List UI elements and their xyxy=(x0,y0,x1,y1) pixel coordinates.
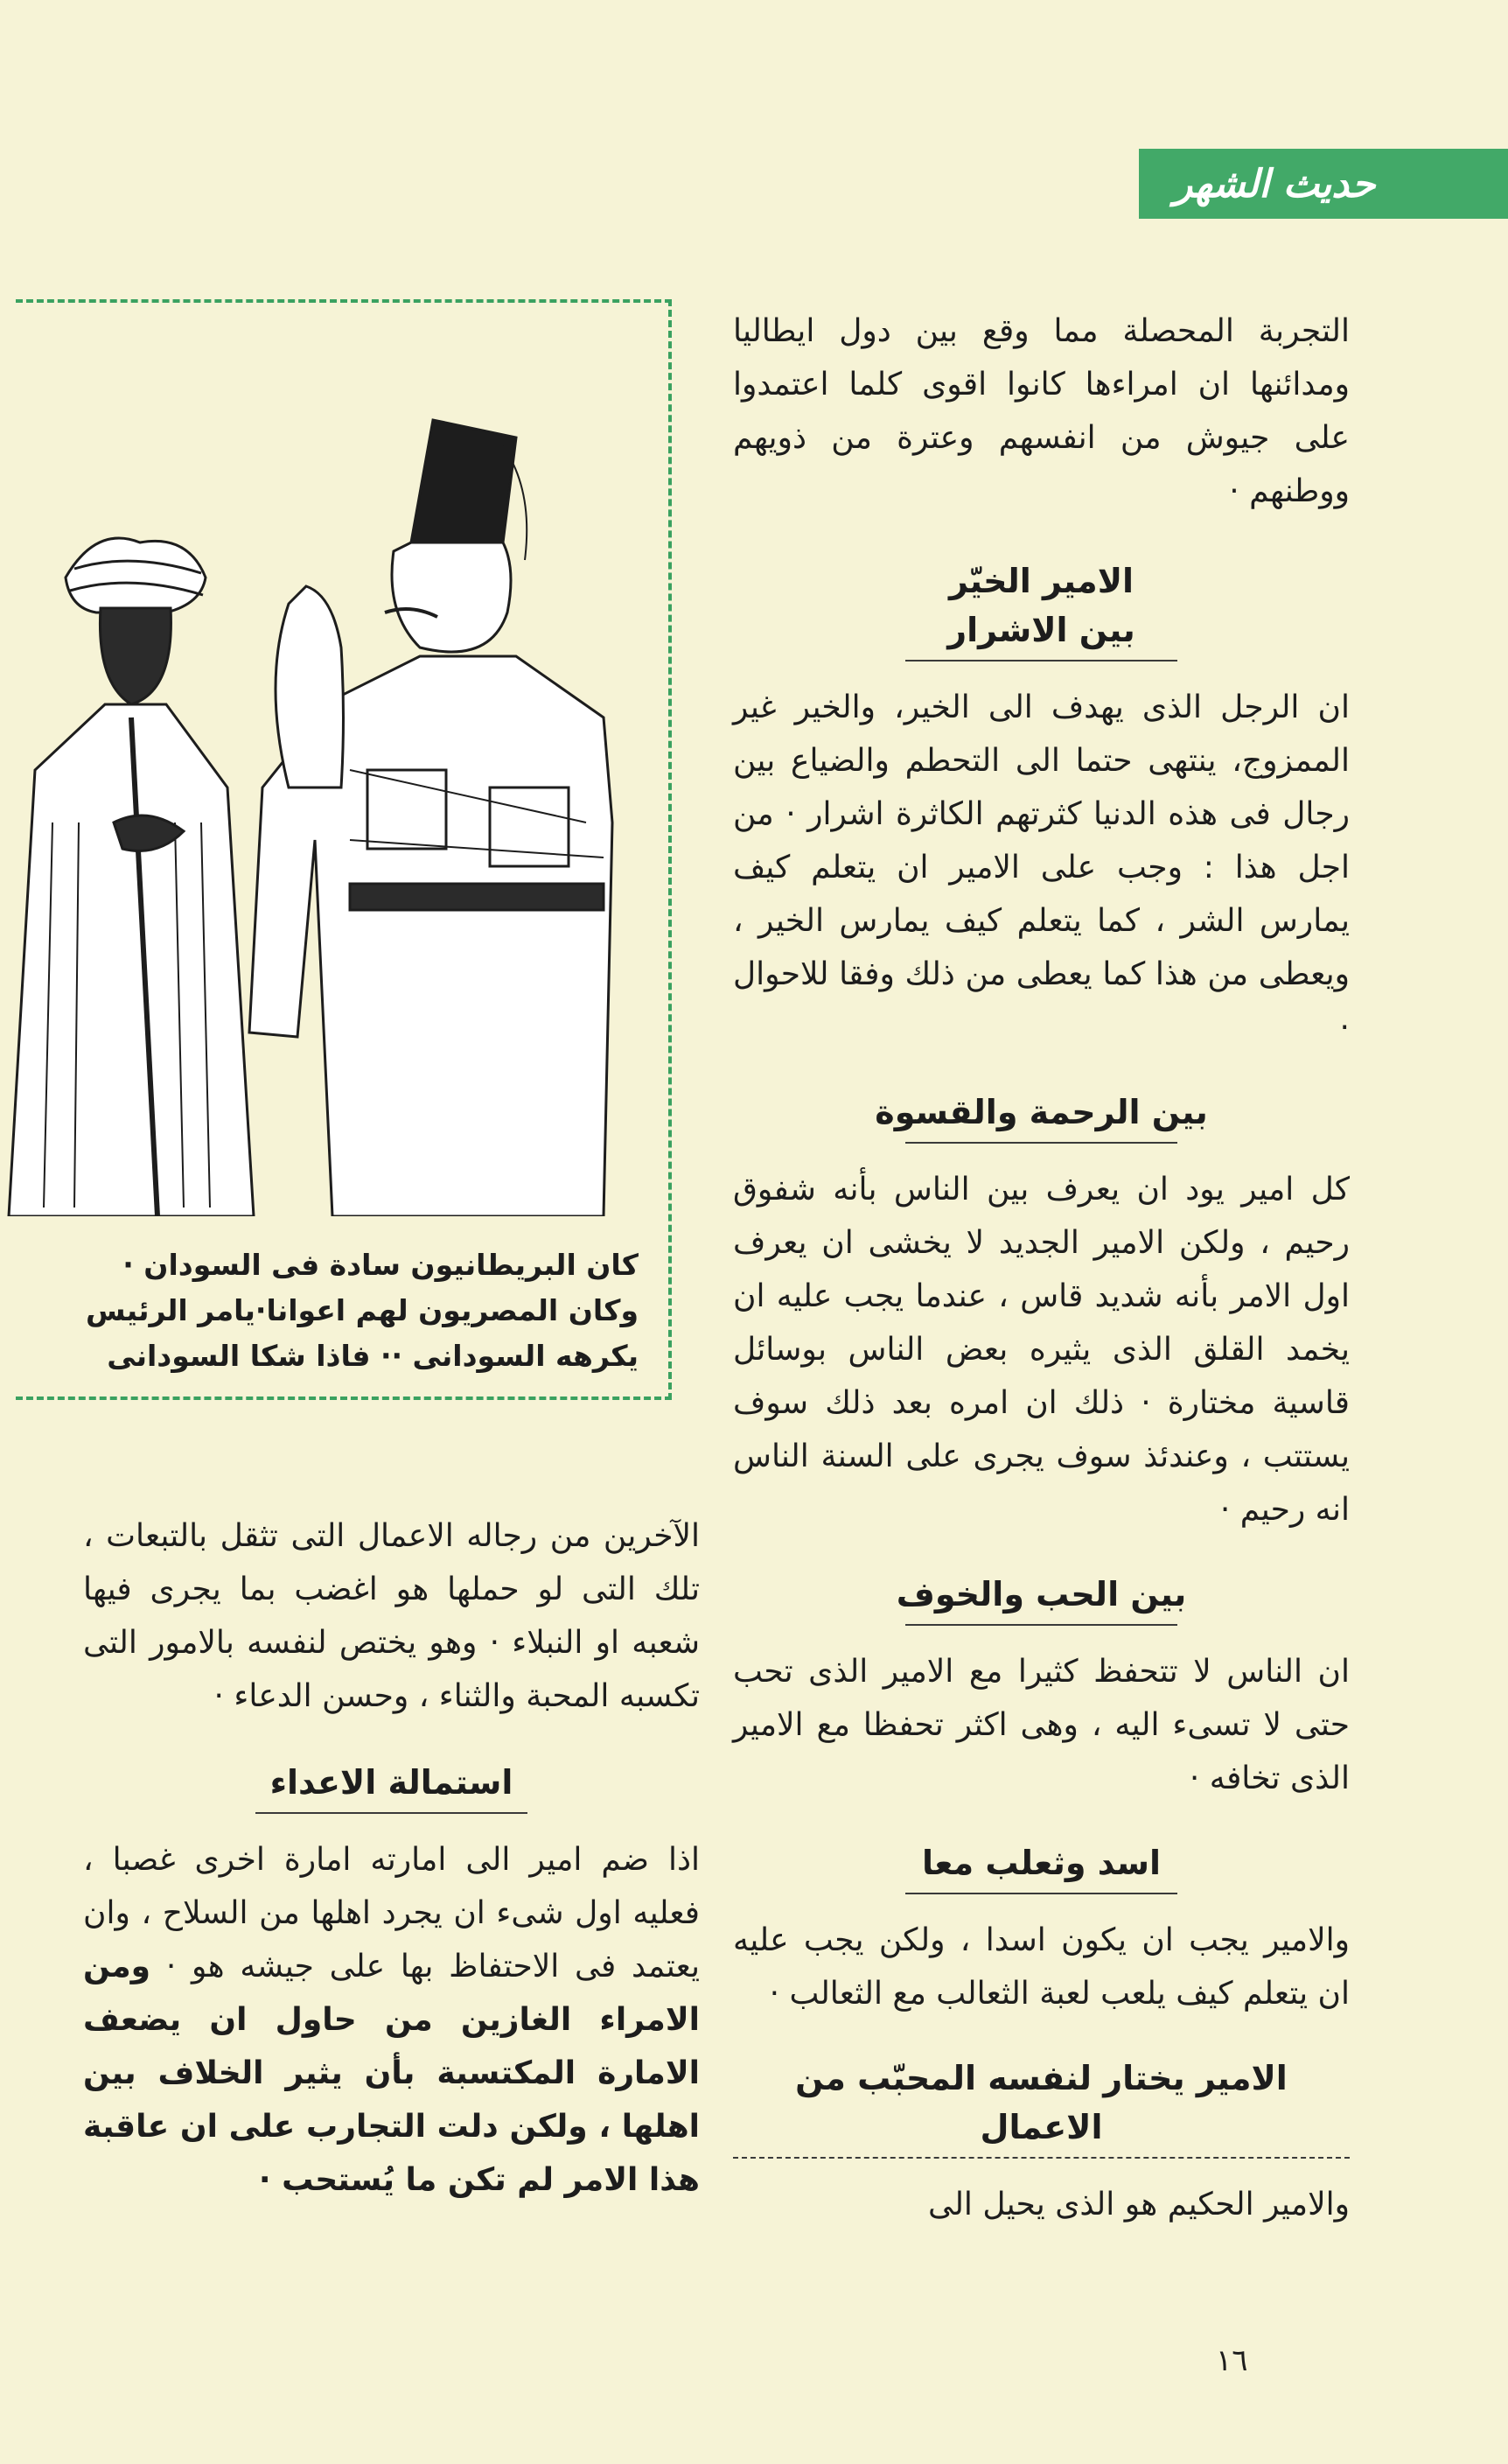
left-column xyxy=(83,1509,700,2207)
bold-body-text: ومن الامراء الغازين من حاول ان يضعف الامارة المكتسبة بأن يثير الخلاف بين اهلها ، ولكن دلت التجارب على ان عاقبة هذا الامر لم تكن ما يُستحب · xyxy=(83,1949,700,2198)
caption-line: كان البريطانيون سادة فى السودان · xyxy=(122,1248,639,1282)
section-body-winning-enemies xyxy=(83,1833,700,2207)
section-header-tag xyxy=(1139,149,1508,219)
cartoon-illustration xyxy=(0,158,639,1216)
intro-paragraph: التجربة المحصلة مما وقع بين دول ايطاليا ومدائنها ان امراءها كانوا اقوى كلما اعتمدوا على جيوش من انفسهم وعترة من ذويهم ووطنهم · xyxy=(733,313,1350,509)
section-title-winning-enemies: استمالة الاعداء xyxy=(269,1763,513,1802)
section-title-prince-chooses: الامير يختار لنفسه المحبّب من الاعمال xyxy=(795,2059,1288,2146)
body-text: اذا ضم امير الى امارته امارة اخرى غصبا ، فعليه اول شىء ان يجرد اهلها من السلاح ، وان يعتمد فى الاحتفاظ بها على جيشه هو · xyxy=(83,1842,700,1984)
section-header-label: حديث الشهر xyxy=(1174,161,1376,206)
section-title-love-fear: بين الحب والخوف xyxy=(896,1575,1187,1614)
illustration-caption xyxy=(35,1242,639,1379)
caption-line: وكان المصريون لهم اعوانا·يامر الرئيس xyxy=(85,1293,639,1327)
caption-line: يكرهه السودانى ·· فاذا شكا السودانى xyxy=(107,1339,639,1373)
section-body-mercy-cruelty: كل امير يود ان يعرف بين الناس بأنه شفوق رحيم ، ولكن الامير الجديد لا يخشى ان يعرف اول الامر بأنه شديد قاس ، عندما يجب عليه ان يخمد القلق الذى يثيره بعض الناس بوسائل قاسية مختارة · ذلك ان امره بعد ذلك سوف يستتب ، وعندئذ سوف يجرى على السنة الناس انه رحيم · xyxy=(733,1172,1350,1528)
section-body-love-fear: ان الناس لا تتحفظ كثيرا مع الامير الذى تحب حتى لا تسىء اليه ، وهى اكثر تحفظا مع الامير الذى تخافه · xyxy=(733,1654,1350,1796)
page-number: ١٦ xyxy=(1216,2343,1248,2378)
officer-figure xyxy=(249,420,612,1216)
section-title-lion-fox: اسد وثعلب معا xyxy=(921,1844,1162,1882)
right-column xyxy=(733,304,1350,2231)
left-intro-paragraph: الآخرين من رجاله الاعمال التى تثقل بالتبعات ، تلك التى لو حملها هو اغضب بما يجرى فيها شعبه او النبلاء · وهو يختص لنفسه بالامور التى تكسبه المحبة والثناء ، وحسن الدعاء · xyxy=(83,1518,700,1714)
section-title-good-prince-line2: بين الاشرار xyxy=(947,611,1135,649)
section-body-good-prince: ان الرجل الذى يهدف الى الخير، والخير غير الممزوج، ينتهى حتما الى التحطم والضياع بين رجال فى هذه الدنيا كثرتهم الكاثرة اشرار · من اجل هذا : وجب على الامير ان يتعلم كيف يمارس الشر ، كما يتعلم كيف يمارس الخير ، ويعطى من هذا كما يعطى من ذلك وفقا للاحوال · xyxy=(733,690,1350,1046)
sudanese-man-figure xyxy=(9,538,254,1216)
section-body-lion-fox: والامير يجب ان يكون اسدا ، ولكن يجب عليه ان يتعلم كيف يلعب لعبة الثعالب مع الثعالب · xyxy=(733,1922,1350,2012)
section-title-mercy-cruelty: بين الرحمة والقسوة xyxy=(875,1093,1208,1131)
section-body-prince-chooses: والامير الحكيم هو الذى يحيل الى xyxy=(927,2187,1350,2222)
section-title-good-prince-line1: الامير الخيّر xyxy=(948,562,1134,600)
